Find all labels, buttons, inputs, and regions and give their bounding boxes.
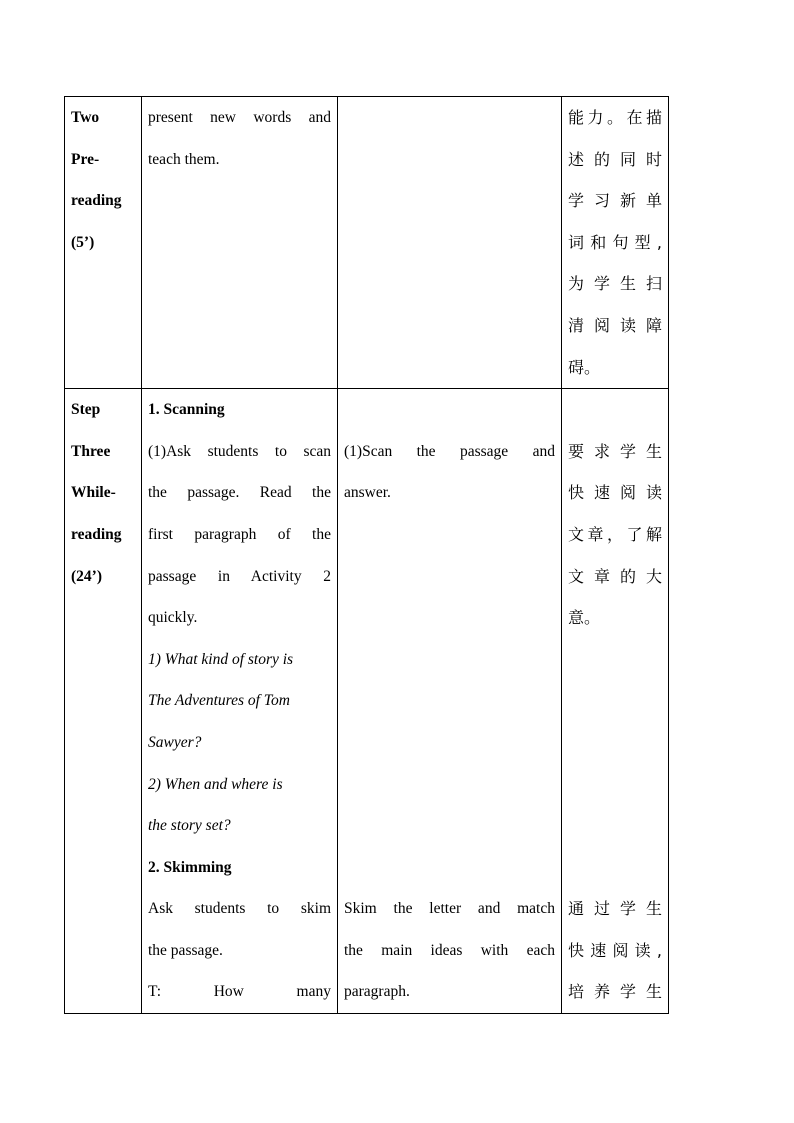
student-activity-cell	[338, 389, 562, 1014]
student-activity-text: Skim the letter and match	[344, 900, 555, 918]
step-label: (5’)	[71, 233, 95, 251]
purpose-text: 词和句型,	[568, 232, 662, 252]
step-label: Two	[71, 109, 100, 126]
teacher-activity-text: teach them.	[148, 150, 220, 168]
step-label: Three	[71, 442, 111, 460]
skimming-heading: 2. Skimming	[148, 858, 232, 876]
step-label: reading	[71, 192, 122, 210]
purpose-text: 意。	[568, 608, 601, 628]
table-row-pre-reading	[65, 97, 669, 389]
step-cell	[65, 97, 142, 389]
purpose-text: 碍。	[568, 357, 601, 377]
step-label: (24’)	[71, 567, 102, 585]
scanning-heading: 1. Scanning	[148, 401, 225, 419]
step-label: reading	[71, 525, 122, 543]
teacher-activity-text: first paragraph of the	[148, 525, 331, 543]
table-row-while-reading	[65, 389, 669, 1014]
teacher-activity-text: (1)Ask students to scan	[148, 442, 331, 460]
student-activity-text: paragraph.	[344, 983, 410, 1001]
step-label: Step	[71, 401, 101, 419]
teacher-activity-text: the passage. Read the	[148, 484, 331, 502]
purpose-text: 为学生扫	[568, 274, 662, 294]
purpose-text: 述的同时	[568, 149, 662, 169]
purpose-text: 能力。在描	[568, 108, 662, 127]
teacher-activity-text: T: How many	[148, 983, 331, 1001]
purpose-text: 通过学生	[568, 899, 662, 919]
teacher-activity-text: passage in Activity 2	[148, 567, 331, 585]
teacher-activity-text: the passage.	[148, 941, 223, 959]
purpose-text: 学习新单	[568, 191, 662, 211]
purpose-text: 快速阅读	[568, 483, 662, 503]
step-cell	[65, 389, 142, 1014]
purpose-cell	[562, 389, 669, 1014]
purpose-cell	[562, 97, 669, 389]
teacher-activity-cell	[142, 389, 338, 1014]
student-activity-text: (1)Scan the passage and	[344, 442, 555, 460]
purpose-text: 培养学生	[568, 982, 662, 1002]
purpose-text: 清阅读障	[568, 315, 662, 335]
question-text: The Adventures of Tom	[148, 692, 290, 710]
purpose-text: 快速阅读,	[568, 940, 662, 960]
purpose-text: 要求学生	[568, 441, 662, 461]
lesson-plan-table	[64, 96, 669, 1014]
student-activity-text: the main ideas with each	[344, 941, 555, 959]
purpose-text: 文章，了解	[568, 524, 662, 544]
question-text: the story set?	[148, 817, 231, 835]
purpose-text: 文章的大	[568, 566, 662, 586]
teacher-activity-text: Ask students to skim	[148, 900, 331, 918]
question-text: Sawyer?	[148, 733, 202, 751]
teacher-activity-text: quickly.	[148, 609, 198, 627]
step-label: While-	[71, 484, 116, 502]
teacher-activity-text: present new words and	[148, 109, 331, 126]
step-label: Pre-	[71, 150, 100, 168]
question-text: 2) When and where is	[148, 775, 283, 793]
student-activity-text: answer.	[344, 484, 391, 502]
teacher-activity-cell	[142, 97, 338, 389]
question-text: 1) What kind of story is	[148, 650, 294, 668]
student-activity-cell	[338, 97, 562, 389]
